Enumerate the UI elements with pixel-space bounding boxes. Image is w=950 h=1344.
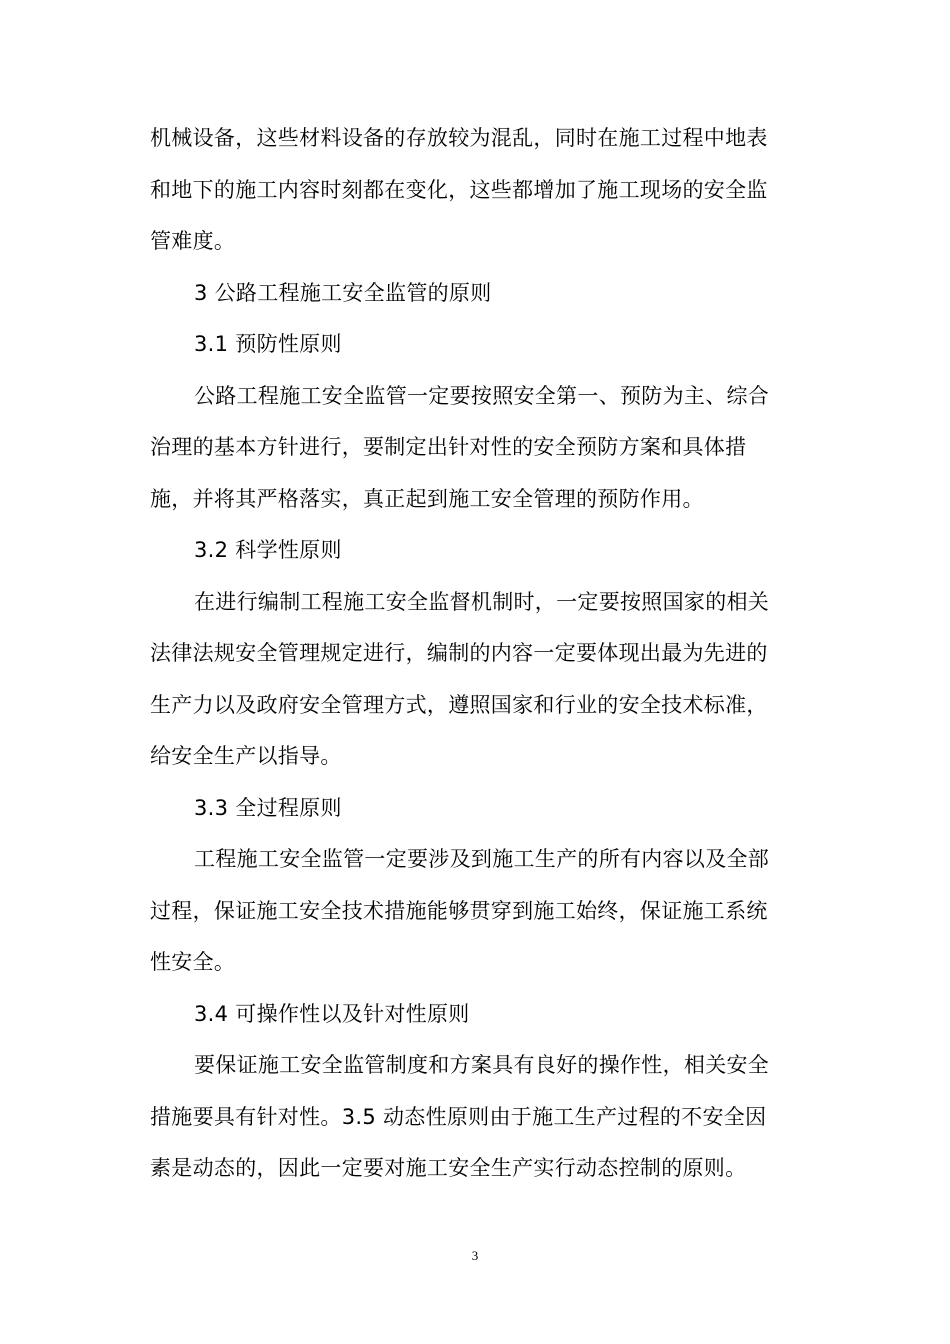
text-line: 和地下的施工内容时刻都在变化，这些都增加了施工现场的安全监	[150, 177, 768, 202]
text-line: 3.3 全过程原则	[194, 795, 342, 820]
text-line: 公路工程施工安全监管一定要按照安全第一、预防为主、综合	[194, 383, 770, 408]
text-line: 治理的基本方针进行，要制定出针对性的安全预防方案和具体措	[150, 435, 747, 459]
text-line: 性安全。	[150, 950, 236, 974]
text-line: 措施要具有针对性。3.5 动态性原则由于施工生产过程的不安全因	[150, 1104, 767, 1129]
text-line: 管难度。	[150, 229, 236, 253]
text-line: 施，并将其严格落实，真正起到施工安全管理的预防作用。	[150, 486, 704, 511]
text-line: 3.4 可操作性以及针对性原则	[194, 1001, 470, 1026]
text-line: 3.2 科学性原则	[194, 538, 342, 562]
page-number: 3	[471, 1248, 479, 1263]
text-line: 给安全生产以指导。	[150, 744, 342, 768]
text-line: 过程，保证施工安全技术措施能够贯穿到施工始终，保证施工系统	[150, 898, 768, 923]
text-line: 3 公路工程施工安全监管的原则	[194, 280, 492, 305]
text-line: 素是动态的，因此一定要对施工安全生产实行动态控制的原则。	[150, 1156, 747, 1180]
text-line: 机械设备，这些材料设备的存放较为混乱，同时在施工过程中地表	[150, 126, 768, 150]
text-line: 法律法规安全管理规定进行，编制的内容一定要体现出最为先进的	[150, 641, 768, 665]
text-line: 工程施工安全监管一定要涉及到施工生产的所有内容以及全部	[194, 847, 770, 871]
text-line: 3.1 预防性原则	[194, 332, 342, 356]
text-line: 要保证施工安全监管制度和方案具有良好的操作性，相关安全	[194, 1053, 770, 1077]
text-line: 生产力以及政府安全管理方式，遵照国家和行业的安全技术标准，	[150, 692, 768, 717]
text-line: 在进行编制工程施工安全监督机制时，一定要按照国家的相关	[194, 589, 770, 614]
body-text	[150, 113, 798, 1195]
